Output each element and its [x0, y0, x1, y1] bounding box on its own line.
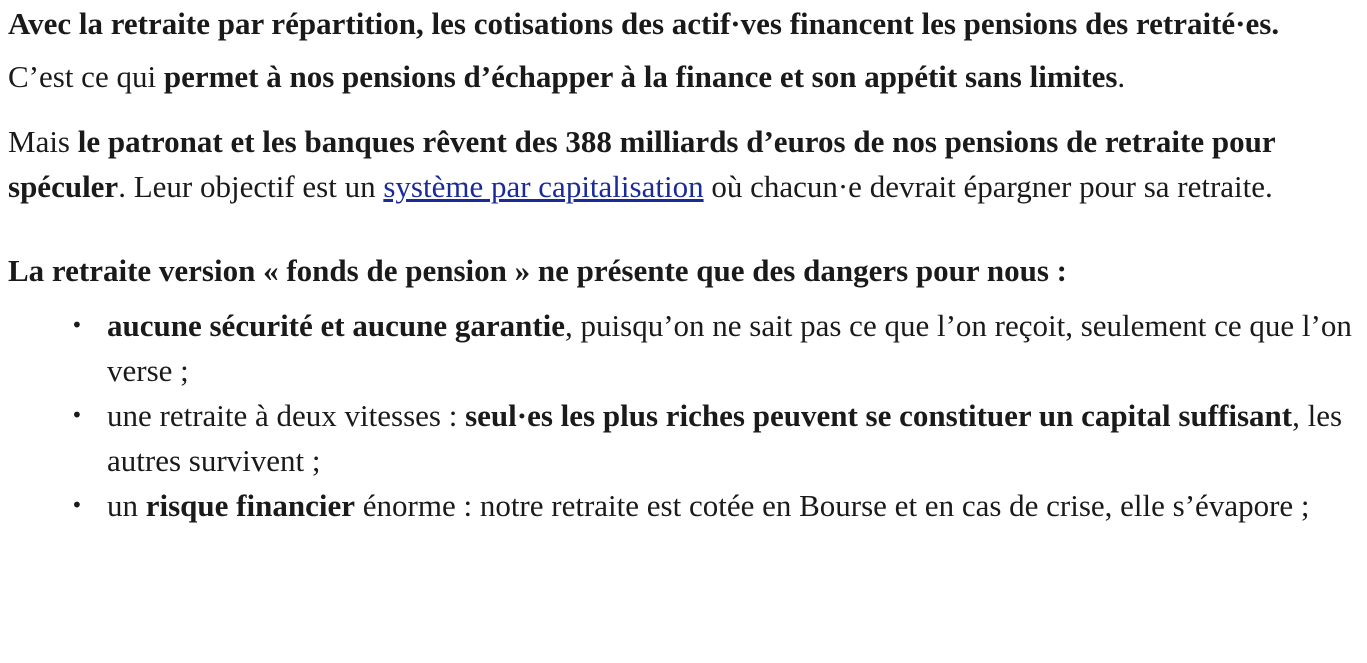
paragraph-patronat: [8, 119, 1360, 209]
bullet-icon: •: [71, 493, 83, 517]
paragraph-text: où chacun·e devrait épargner pour sa retraite.: [703, 169, 1273, 204]
list-item-text: , puisqu’on ne sait pas ce que l’on reçoit, seulement ce que l’on verse ;: [107, 308, 1352, 388]
dangers-list: [8, 303, 1360, 528]
emphasis-text: risque financier: [145, 488, 355, 523]
list-item-text: une retraite à deux vitesses :: [107, 398, 466, 433]
list-item-text: , les autres survivent ;: [107, 398, 1343, 478]
list-item: [71, 303, 1360, 393]
emphasis-text: seul·es les plus riches peuvent se constituer un capital suffisant: [465, 398, 1293, 433]
paragraph-text: . Leur objectif est un: [118, 169, 384, 204]
intro-paragraph: Avec la retraite par répartition, les cotisations des actif·ves financent les pensions des retraité·es.: [8, 6, 1280, 41]
bullet-icon: •: [71, 403, 83, 427]
section-heading: La retraite version « fonds de pension » ne présente que des dangers pour nous :: [8, 253, 1067, 288]
paragraph-text: C’est ce qui: [8, 59, 164, 94]
bullet-icon: •: [71, 313, 83, 337]
list-item-text: un: [107, 488, 146, 523]
emphasis-text: permet à nos pensions d’échapper à la finance et son appétit sans limites: [163, 59, 1118, 94]
emphasis-text: aucune sécurité et aucune garantie: [107, 308, 566, 343]
article-body: [0, 3, 1360, 528]
paragraph-text: Mais: [8, 124, 78, 159]
paragraph-finance: [8, 54, 1360, 99]
list-item-text: énorme : notre retraite est cotée en Bourse et en cas de crise, elle s’évapore ;: [355, 488, 1310, 523]
paragraph-text: .: [1117, 59, 1126, 94]
capitalisation-link[interactable]: système par capitalisation: [383, 169, 704, 204]
list-item: [71, 393, 1360, 483]
emphasis-text: le patronat et les banques rêvent des 388 milliards d’euros de nos pensions de retraite pour spéculer: [8, 124, 1276, 204]
list-item: [71, 483, 1360, 528]
